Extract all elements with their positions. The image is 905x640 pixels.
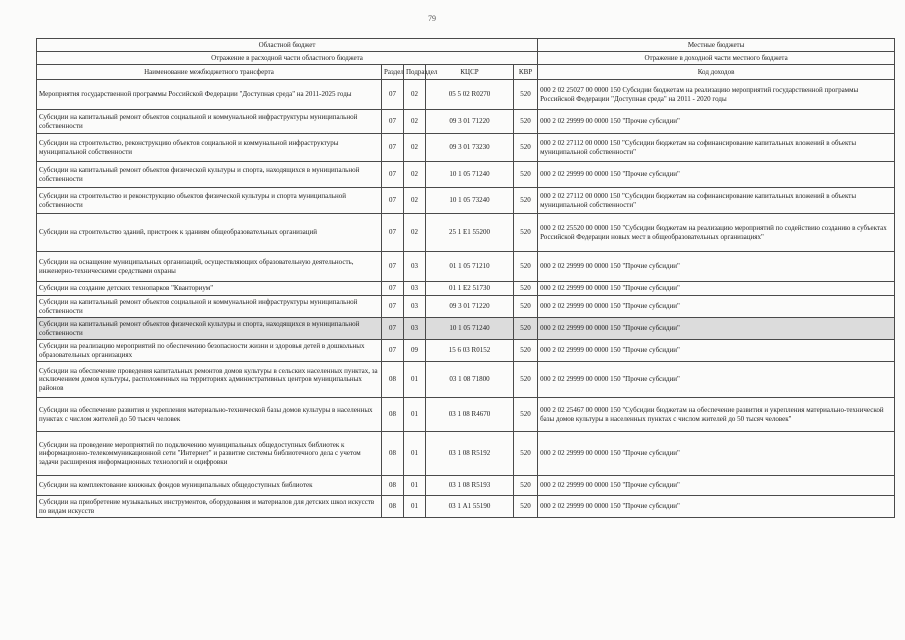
row-name-cell: Субсидии на приобретение музыкальных инструментов, оборудования и материалов для детских школ искусств по видам искусств xyxy=(37,496,382,518)
right-title: Местные бюджеты xyxy=(538,39,895,52)
row-podrazdel-cell: 03 xyxy=(404,282,426,296)
right-subtitle: Отражение в доходной части местного бюджета xyxy=(538,52,895,65)
row-kcsr-cell: 09 3 01 71220 xyxy=(426,296,514,318)
left-title: Областной бюджет xyxy=(37,39,538,52)
row-podrazdel-cell: 01 xyxy=(404,432,426,476)
table-row xyxy=(37,188,895,214)
row-kvr-cell: 520 xyxy=(514,252,538,282)
row-kod-cell: 000 2 02 29999 00 0000 150 "Прочие субсидии" xyxy=(538,110,895,134)
row-kcsr-cell: 09 3 01 71220 xyxy=(426,110,514,134)
row-kod-cell: 000 2 02 25027 00 0000 150 Субсидии бюджетам на реализацию мероприятий государственной программы Российской Федерации "Доступная среда" на 2011 - 2020 годы xyxy=(538,80,895,110)
row-podrazdel-cell: 02 xyxy=(404,134,426,162)
row-name-cell: Субсидии на капитальный ремонт объектов физической культуры и спорта, находящихся в муниципальной собственности xyxy=(37,318,382,340)
col-header-razdel: Раздел xyxy=(382,65,404,80)
row-podrazdel-cell: 02 xyxy=(404,110,426,134)
row-kod-cell: 000 2 02 29999 00 0000 150 "Прочие субсидии" xyxy=(538,496,895,518)
row-kcsr-cell: 10 1 05 71240 xyxy=(426,318,514,340)
row-kvr-cell: 520 xyxy=(514,282,538,296)
row-razdel-cell: 07 xyxy=(382,188,404,214)
row-name-cell: Субсидии на проведение мероприятий по подключению муниципальных общедоступных библиотек к информационно-телекоммуникационной сети "Интернет" и развитие системы библиотечного дела с учетом задачи расширения информационных технологий и оцифровки xyxy=(37,432,382,476)
col-header-name: Наименование межбюджетного трансферта xyxy=(37,65,382,80)
row-kvr-cell: 520 xyxy=(514,476,538,496)
row-podrazdel-cell: 02 xyxy=(404,80,426,110)
row-razdel-cell: 07 xyxy=(382,252,404,282)
row-podrazdel-cell: 02 xyxy=(404,214,426,252)
row-name-cell: Субсидии на комплектование книжных фондов муниципальных общедоступных библиотек xyxy=(37,476,382,496)
row-podrazdel-cell: 02 xyxy=(404,188,426,214)
table-row xyxy=(37,340,895,362)
col-header-kcsr: КЦСР xyxy=(426,65,514,80)
row-name-cell: Субсидии на обеспечение проведения капитальных ремонтов домов культуры в сельских населенных пунктах, за исключением домов культуры, расположенных на территориях административных центров муниципальных районов xyxy=(37,362,382,398)
left-subtitle: Отражение в расходной части областного бюджета xyxy=(37,52,538,65)
row-kvr-cell: 520 xyxy=(514,340,538,362)
row-name-cell: Субсидии на строительство зданий, пристроек к зданиям общеобразовательных организаций xyxy=(37,214,382,252)
row-kcsr-cell: 01 1 Е2 51730 xyxy=(426,282,514,296)
table-row xyxy=(37,110,895,134)
row-name-cell: Субсидии на создание детских технопарков "Кванториум" xyxy=(37,282,382,296)
row-kcsr-cell: 01 1 05 71210 xyxy=(426,252,514,282)
row-name-cell: Субсидии на строительство и реконструкцию объектов физической культуры и спорта муниципальной собственности xyxy=(37,188,382,214)
table-row xyxy=(37,318,895,340)
row-name-cell: Субсидии на капитальный ремонт объектов физической культуры и спорта, находящихся в муниципальной собственности xyxy=(37,162,382,188)
row-kvr-cell: 520 xyxy=(514,496,538,518)
row-razdel-cell: 08 xyxy=(382,362,404,398)
row-kod-cell: 000 2 02 27112 00 0000 150 "Субсидии бюджетам на софинансирование капитальных вложений в объекты муниципальной собственности" xyxy=(538,188,895,214)
header-row-1 xyxy=(37,39,895,52)
row-kcsr-cell: 09 3 01 73230 xyxy=(426,134,514,162)
row-kvr-cell: 520 xyxy=(514,162,538,188)
row-kcsr-cell: 03 1 А1 55190 xyxy=(426,496,514,518)
row-kcsr-cell: 25 1 Е1 55200 xyxy=(426,214,514,252)
row-kod-cell: 000 2 02 25467 00 0000 150 "Субсидии бюджетам на обеспечение развития и укрепления материально-технической базы домов культуры в населенных пунктах с числом жителей до 50 тысяч человек" xyxy=(538,398,895,432)
row-podrazdel-cell: 02 xyxy=(404,162,426,188)
row-razdel-cell: 07 xyxy=(382,318,404,340)
row-podrazdel-cell: 01 xyxy=(404,496,426,518)
table-row xyxy=(37,432,895,476)
row-kod-cell: 000 2 02 29999 00 0000 150 "Прочие субсидии" xyxy=(538,318,895,340)
row-name-cell: Мероприятия государственной программы Российской Федерации "Доступная среда" на 2011-2025 годы xyxy=(37,80,382,110)
row-kod-cell: 000 2 02 29999 00 0000 150 "Прочие субсидии" xyxy=(538,162,895,188)
row-kod-cell: 000 2 02 29999 00 0000 150 "Прочие субсидии" xyxy=(538,252,895,282)
row-razdel-cell: 08 xyxy=(382,398,404,432)
row-podrazdel-cell: 01 xyxy=(404,362,426,398)
row-podrazdel-cell: 01 xyxy=(404,398,426,432)
row-kvr-cell: 520 xyxy=(514,80,538,110)
table-row xyxy=(37,496,895,518)
row-name-cell: Субсидии на капитальный ремонт объектов социальной и коммунальной инфраструктуры муниципальной собственности xyxy=(37,296,382,318)
page-number: 79 xyxy=(428,14,436,23)
row-kcsr-cell: 03 1 08 R5192 xyxy=(426,432,514,476)
row-kcsr-cell: 10 1 05 73240 xyxy=(426,188,514,214)
row-kod-cell: 000 2 02 25520 00 0000 150 "Субсидии бюджетам на реализацию мероприятий по содействию созданию в субъектах Российской Федерации новых мест в общеобразовательных организациях" xyxy=(538,214,895,252)
row-razdel-cell: 07 xyxy=(382,214,404,252)
table-row xyxy=(37,252,895,282)
row-kcsr-cell: 03 1 08 R5193 xyxy=(426,476,514,496)
table-row xyxy=(37,214,895,252)
row-kod-cell: 000 2 02 29999 00 0000 150 "Прочие субсидии" xyxy=(538,282,895,296)
row-kvr-cell: 520 xyxy=(514,318,538,340)
row-kvr-cell: 520 xyxy=(514,214,538,252)
row-name-cell: Субсидии на обеспечение развития и укрепления материально-технической базы домов культуры в населенных пунктах с числом жителей до 50 тысяч человек xyxy=(37,398,382,432)
row-kcsr-cell: 15 6 03 R0152 xyxy=(426,340,514,362)
row-razdel-cell: 08 xyxy=(382,476,404,496)
row-kvr-cell: 520 xyxy=(514,398,538,432)
row-razdel-cell: 07 xyxy=(382,162,404,188)
row-kcsr-cell: 10 1 05 71240 xyxy=(426,162,514,188)
row-kod-cell: 000 2 02 29999 00 0000 150 "Прочие субсидии" xyxy=(538,340,895,362)
row-kod-cell: 000 2 02 29999 00 0000 150 "Прочие субсидии" xyxy=(538,476,895,496)
row-kod-cell: 000 2 02 29999 00 0000 150 "Прочие субсидии" xyxy=(538,296,895,318)
row-name-cell: Субсидии на строительство, реконструкцию объектов социальной и коммунальной инфраструктуры муниципальной собственности xyxy=(37,134,382,162)
table-row xyxy=(37,362,895,398)
table-row xyxy=(37,476,895,496)
row-razdel-cell: 07 xyxy=(382,296,404,318)
col-header-kvr: КВР xyxy=(514,65,538,80)
row-razdel-cell: 08 xyxy=(382,432,404,476)
transfers-table xyxy=(36,38,895,518)
row-kvr-cell: 520 xyxy=(514,110,538,134)
row-kod-cell: 000 2 02 29999 00 0000 150 "Прочие субсидии" xyxy=(538,432,895,476)
row-kod-cell: 000 2 02 27112 00 0000 150 "Субсидии бюджетам на софинансирование капитальных вложений в объекты муниципальной собственности" xyxy=(538,134,895,162)
row-kvr-cell: 520 xyxy=(514,362,538,398)
row-podrazdel-cell: 03 xyxy=(404,252,426,282)
col-header-kod: Код доходов xyxy=(538,65,895,80)
row-name-cell: Субсидии на оснащение муниципальных организаций, осуществляющих образовательную деятельность, инженерно-техническими средствами охраны xyxy=(37,252,382,282)
col-header-podrazdel: Подраздел xyxy=(404,65,426,80)
row-podrazdel-cell: 03 xyxy=(404,296,426,318)
row-kcsr-cell: 03 1 08 R4670 xyxy=(426,398,514,432)
row-podrazdel-cell: 09 xyxy=(404,340,426,362)
row-kvr-cell: 520 xyxy=(514,296,538,318)
table-row xyxy=(37,398,895,432)
row-kvr-cell: 520 xyxy=(514,188,538,214)
row-razdel-cell: 07 xyxy=(382,80,404,110)
table-row xyxy=(37,134,895,162)
row-podrazdel-cell: 03 xyxy=(404,318,426,340)
row-name-cell: Субсидии на капитальный ремонт объектов социальной и коммунальной инфраструктуры муниципальной собственности xyxy=(37,110,382,134)
row-razdel-cell: 07 xyxy=(382,282,404,296)
row-kcsr-cell: 03 1 08 71800 xyxy=(426,362,514,398)
table-row xyxy=(37,282,895,296)
row-razdel-cell: 07 xyxy=(382,134,404,162)
row-kvr-cell: 520 xyxy=(514,432,538,476)
row-razdel-cell: 07 xyxy=(382,340,404,362)
header-row-2 xyxy=(37,52,895,65)
row-podrazdel-cell: 01 xyxy=(404,476,426,496)
row-kod-cell: 000 2 02 29999 00 0000 150 "Прочие субсидии" xyxy=(538,362,895,398)
row-kcsr-cell: 05 5 02 R0270 xyxy=(426,80,514,110)
row-razdel-cell: 08 xyxy=(382,496,404,518)
row-razdel-cell: 07 xyxy=(382,110,404,134)
table-row xyxy=(37,162,895,188)
table-row xyxy=(37,80,895,110)
row-kvr-cell: 520 xyxy=(514,134,538,162)
header-row-3 xyxy=(37,65,895,80)
table-row xyxy=(37,296,895,318)
row-name-cell: Субсидии на реализацию мероприятий по обеспечению безопасности жизни и здоровья детей в дошкольных образовательных организациях xyxy=(37,340,382,362)
